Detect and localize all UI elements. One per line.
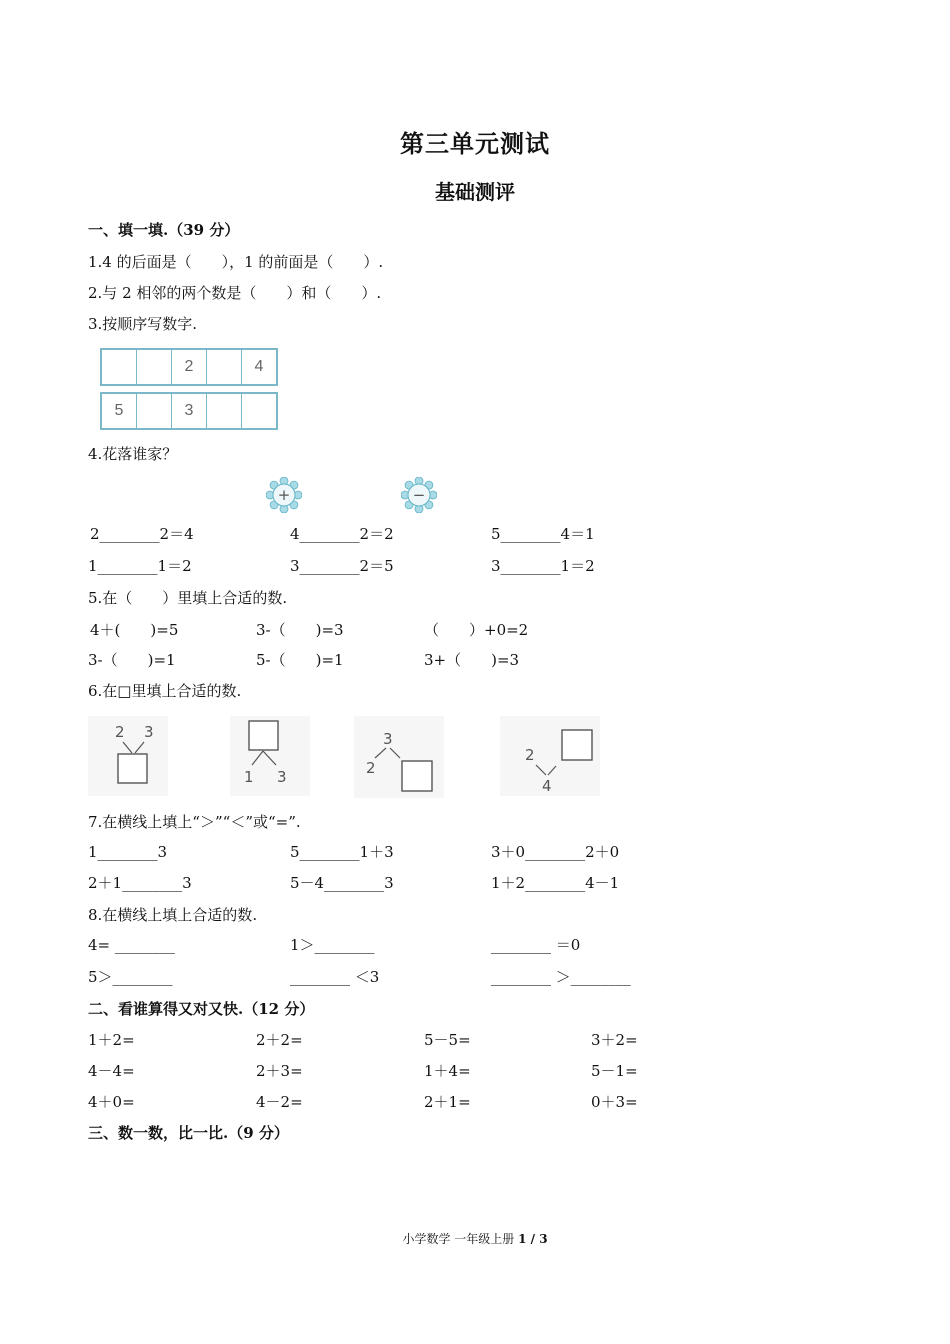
page-number: 1 / 3 (518, 1232, 548, 1246)
footer-text: 小学数学 一年级上册 (402, 1232, 515, 1246)
page-title: 第三单元测试 (400, 129, 550, 158)
q4-item[interactable]: 2________2＝4 (90, 525, 194, 543)
q4-item[interactable]: 3________1＝2 (491, 557, 595, 575)
calc-item[interactable]: 1＋2= (88, 1031, 135, 1049)
answer-box (562, 730, 592, 760)
flower-plus-icon (266, 477, 302, 513)
grid-cell[interactable] (102, 350, 137, 384)
number-bond-diagram-3 (354, 716, 444, 798)
q8-item[interactable]: 5＞________ (88, 968, 173, 986)
q8-item[interactable]: 1＞________ (290, 936, 375, 954)
q8-item[interactable]: ________ ＝0 (491, 936, 581, 954)
q5-item[interactable]: 5-（ )=1 (256, 651, 344, 669)
grid-cell: 3 (172, 394, 207, 428)
q4-item[interactable]: 1________1＝2 (88, 557, 192, 575)
q5-item[interactable]: 3-（ )=3 (256, 621, 344, 639)
q7-item[interactable]: 3＋0________2＋0 (491, 843, 620, 861)
question-2: 2.与 2 相邻的两个数是（ ）和（ ）. (88, 284, 382, 302)
section-3-heading: 三、数一数，比一比.（9 分） (88, 1124, 289, 1142)
grid-cell[interactable] (137, 350, 172, 384)
grid-cell: 5 (102, 394, 137, 428)
q7-item[interactable]: 5________1＋3 (290, 843, 394, 861)
q8-item[interactable]: 4= ________ (88, 936, 175, 954)
q5-item[interactable]: （ ）+0=2 (424, 621, 529, 639)
number-bond-diagram-4 (500, 716, 600, 796)
number-grid-row-1 (100, 348, 278, 386)
q8-item[interactable]: ________ ＜3 (290, 968, 380, 986)
q4-item[interactable]: 4________2＝2 (290, 525, 394, 543)
q7-item[interactable]: 2＋1________3 (88, 874, 192, 892)
question-7: 7.在横线上填上“＞”“＜”或“=”. (88, 813, 301, 831)
answer-box (118, 754, 147, 783)
question-1: 1.4 的后面是（ ），1 的前面是（ ）. (88, 253, 384, 271)
answer-box (249, 721, 278, 750)
calc-item[interactable]: 1＋4= (424, 1062, 471, 1080)
page-subtitle: 基础测评 (435, 180, 515, 204)
svg-text:+: + (277, 486, 291, 504)
number-bond-diagram-1 (88, 716, 168, 796)
question-4: 4.花落谁家？ (88, 445, 178, 463)
question-6: 6.在□里填上合适的数. (88, 682, 242, 700)
q5-item[interactable]: 3-（ )=1 (88, 651, 176, 669)
section-1-heading: 一、填一填.（39 分） (88, 221, 240, 239)
calc-item[interactable]: 5－5= (424, 1031, 471, 1049)
section-2-heading: 二、看谁算得又对又快.（12 分） (88, 1000, 315, 1018)
svg-text:2: 2 (115, 723, 125, 741)
q5-item[interactable]: 3+（ )=3 (424, 651, 520, 669)
svg-text:3: 3 (383, 730, 393, 748)
number-grid-row-2 (100, 392, 278, 430)
question-8: 8.在横线上填上合适的数. (88, 906, 258, 924)
svg-text:2: 2 (366, 759, 376, 777)
calc-item[interactable]: 4－2= (256, 1093, 303, 1111)
flower-minus-icon (401, 477, 437, 513)
answer-box (402, 761, 432, 791)
q4-item[interactable]: 3________2＝5 (290, 557, 394, 575)
grid-cell[interactable] (137, 394, 172, 428)
grid-cell[interactable] (207, 394, 242, 428)
svg-text:1: 1 (244, 768, 254, 786)
question-3: 3.按顺序写数字. (88, 315, 198, 333)
q8-item[interactable]: ________ ＞________ (491, 968, 631, 986)
q5-item[interactable]: 4＋( )=5 (90, 621, 179, 639)
calc-item[interactable]: 2＋2= (256, 1031, 303, 1049)
calc-item[interactable]: 4＋0= (88, 1093, 135, 1111)
svg-text:−: − (412, 486, 426, 504)
grid-cell: 2 (172, 350, 207, 384)
calc-item[interactable]: 4－4= (88, 1062, 135, 1080)
question-5: 5.在（ ）里填上合适的数. (88, 589, 288, 607)
calc-item[interactable]: 3＋2= (591, 1031, 638, 1049)
svg-text:2: 2 (525, 746, 535, 764)
grid-cell[interactable] (207, 350, 242, 384)
calc-item[interactable]: 5－1= (591, 1062, 638, 1080)
calc-item[interactable]: 2＋1= (424, 1093, 471, 1111)
q7-item[interactable]: 5－4________3 (290, 874, 394, 892)
svg-text:3: 3 (277, 768, 287, 786)
svg-text:4: 4 (542, 777, 552, 795)
number-bond-diagram-2 (230, 716, 310, 796)
q7-item[interactable]: 1＋2________4－1 (491, 874, 620, 892)
svg-text:3: 3 (144, 723, 154, 741)
q7-item[interactable]: 1________3 (88, 843, 168, 861)
grid-cell: 4 (254, 358, 264, 375)
grid-cell[interactable] (242, 394, 276, 428)
q4-item[interactable]: 5________4＝1 (491, 525, 595, 543)
page-footer (0, 1230, 950, 1247)
calc-item[interactable]: 2＋3= (256, 1062, 303, 1080)
calc-item[interactable]: 0＋3= (591, 1093, 638, 1111)
